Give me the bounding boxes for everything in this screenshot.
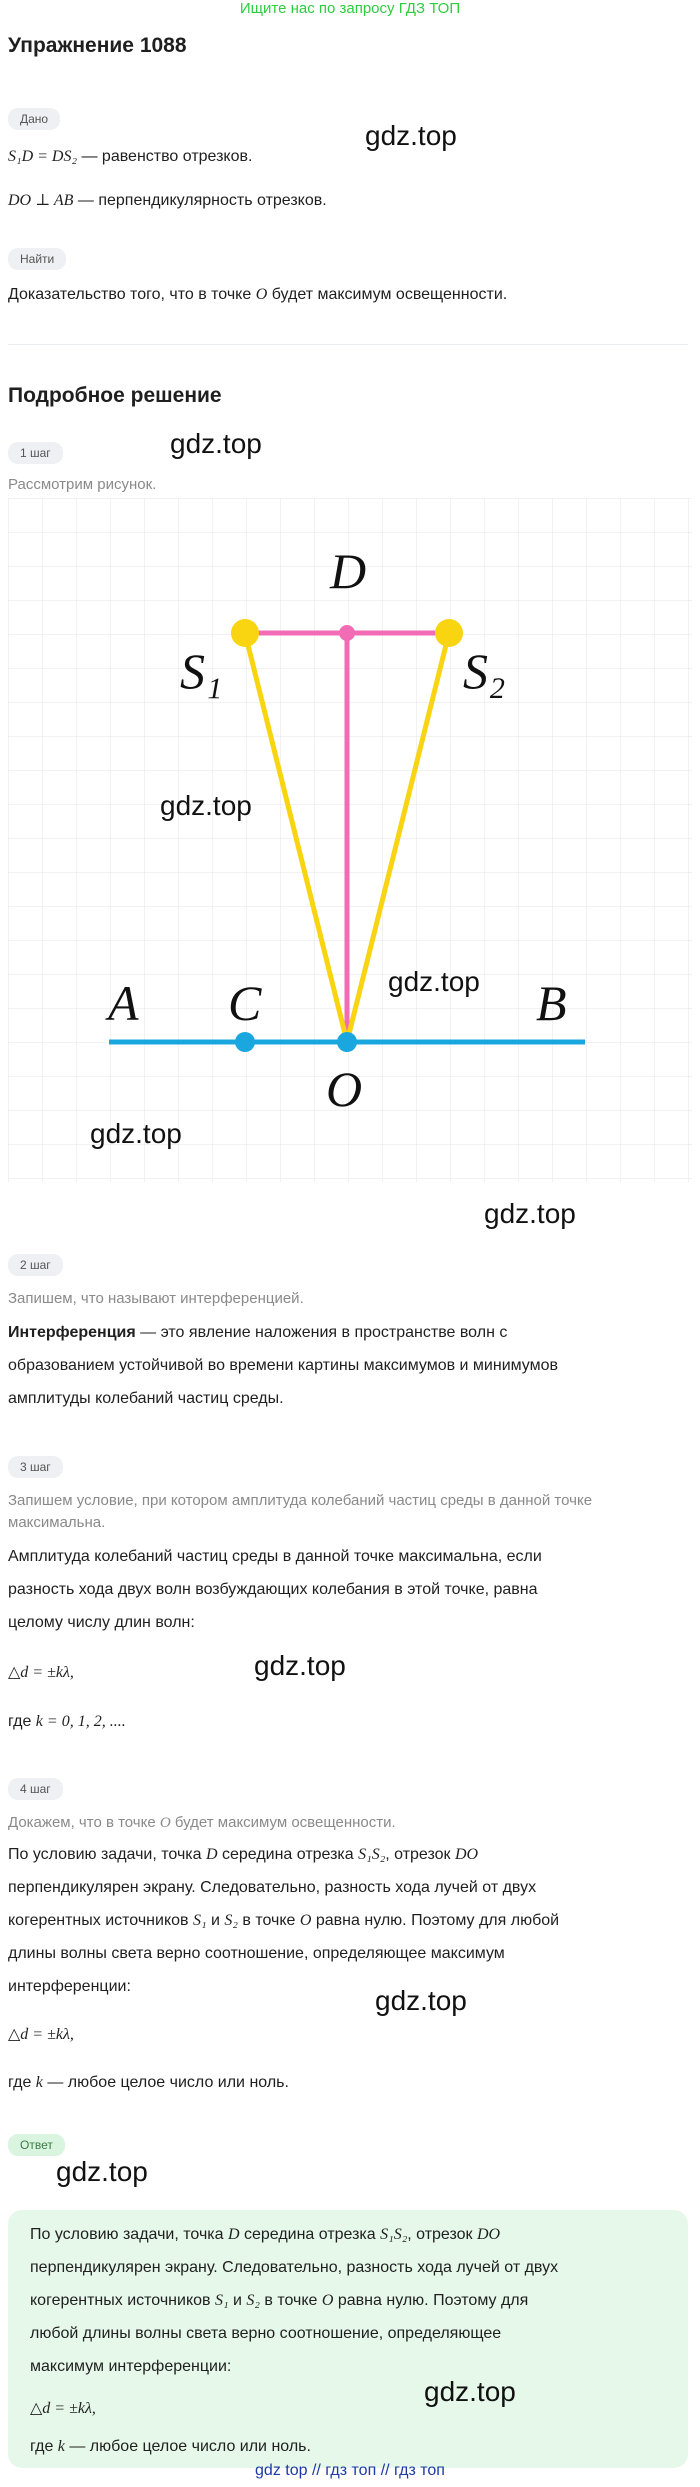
- label-d: D: [330, 543, 367, 599]
- label-o: O: [326, 1061, 363, 1117]
- text: По условию задачи, точка: [30, 2226, 228, 2243]
- step-3-line-1: Амплитуда колебаний частиц среды в данной точке максимальна, если: [8, 1548, 542, 1565]
- step-4-caption-after: будет максимум освещенности.: [170, 1814, 396, 1831]
- point-c: [235, 1032, 255, 1052]
- label-s2: S₂: [463, 643, 506, 699]
- step-2-line-1: [8, 1316, 688, 1349]
- given-line-1: [8, 146, 688, 168]
- answer-where: [30, 2430, 670, 2463]
- point-d: [339, 625, 355, 641]
- text: середина отрезка: [217, 1846, 359, 1863]
- text: где: [30, 2438, 58, 2455]
- step-3-where-label: где: [8, 1713, 36, 1730]
- point-s2: [435, 619, 463, 647]
- step-4-where: [8, 2066, 688, 2099]
- label-s1: S₁: [180, 643, 223, 699]
- math-d: D: [205, 1846, 218, 1863]
- watermark: gdz.top: [170, 428, 262, 459]
- find-text-after: будет максимум освещенности.: [267, 286, 508, 303]
- math-s1: S₁: [192, 1912, 207, 1929]
- answer-box: [8, 2210, 688, 2468]
- text: , отрезок: [385, 1846, 455, 1863]
- watermark: gdz.top: [160, 790, 252, 821]
- top-search-link[interactable]: Ищите нас по запросу ГДЗ ТОП: [239, 0, 461, 17]
- watermark: gdz.top: [365, 120, 457, 151]
- step-3-k-values: k = 0, 1, 2, ....: [35, 1713, 126, 1730]
- answer-formula: △d = ±kλ,: [30, 2400, 96, 2417]
- step-3-label: 3 шаг: [8, 1456, 63, 1478]
- math-s1s2: S₁S₂: [380, 2226, 408, 2243]
- point-s1: [231, 619, 259, 647]
- math-s2: S₂: [246, 2292, 260, 2309]
- given-line-2: [8, 190, 688, 212]
- text: и: [228, 2292, 247, 2309]
- find-line: [8, 284, 688, 306]
- step-1-label: 1 шаг: [8, 442, 63, 464]
- text: когерентных источников: [8, 1912, 193, 1929]
- text: в точке: [259, 2292, 322, 2309]
- step-3-caption-1: Запишем условие, при котором амплитуда колебаний частиц среды в данной точке: [8, 1492, 593, 1509]
- solution-title: Подробное решение: [8, 384, 222, 407]
- label-a: A: [108, 975, 139, 1031]
- math-s1: S₁: [214, 2292, 229, 2309]
- step-4-line-3: [8, 1904, 688, 1937]
- step-3-line-2: разность хода двух волн возбуждающих колебания в этой точке, равна: [8, 1581, 538, 1598]
- text: равна нулю. Поэтому для: [333, 2292, 529, 2309]
- step-4-formula: △d = ±kλ,: [8, 2026, 74, 2043]
- step-3-formula: △d = ±kλ,: [8, 1664, 74, 1681]
- math-o: O: [321, 2292, 334, 2309]
- label-c: C: [228, 975, 262, 1031]
- footer-links[interactable]: gdz top // гдз топ // гдз топ: [255, 2462, 445, 2479]
- figure: [8, 498, 692, 1182]
- watermark: gdz.top: [56, 2156, 148, 2187]
- math-do: DO: [476, 2226, 501, 2243]
- math-do-perp-ab: DO ⊥ AB: [8, 192, 74, 209]
- step-3-caption-2: максимальна.: [8, 1514, 106, 1531]
- math-o: O: [299, 1912, 312, 1929]
- math-s1d-ds2: S₁D = DS₂: [8, 148, 78, 165]
- page-title: Упражнение 1088: [8, 34, 187, 57]
- text: и: [206, 1912, 225, 1929]
- answer-line-4: любой длины волны света верно соотношение, определяющее: [30, 2325, 502, 2342]
- math-d: D: [227, 2226, 240, 2243]
- term-interference: Интерференция: [8, 1324, 136, 1341]
- watermark: gdz.top: [375, 1985, 467, 2016]
- math-k: k: [57, 2438, 65, 2455]
- step-2-caption: Запишем, что называют интерференцией.: [8, 1290, 304, 1307]
- step-2-line-1-rest: — это явление наложения в пространстве волн с: [135, 1324, 508, 1341]
- answer-line-1: [30, 2218, 670, 2251]
- text: где: [8, 2074, 36, 2091]
- math-s1s2: S₁S₂: [358, 1846, 386, 1863]
- watermark: gdz.top: [484, 1198, 576, 1229]
- find-label: Найти: [8, 248, 66, 270]
- given-line-2-text: — перпендикулярность отрезков.: [73, 192, 327, 209]
- text: в точке: [237, 1912, 300, 1929]
- math-do: DO: [454, 1846, 479, 1863]
- text: середина отрезка: [239, 2226, 381, 2243]
- watermark: gdz.top: [254, 1650, 346, 1681]
- text: , отрезок: [407, 2226, 477, 2243]
- given-label: Дано: [8, 108, 60, 130]
- answer-label: Ответ: [8, 2134, 65, 2156]
- text: равна нулю. Поэтому для любой: [311, 1912, 560, 1929]
- step-1-caption: Рассмотрим рисунок.: [8, 476, 157, 493]
- step-3-line-3: целому числу длин волн:: [8, 1614, 195, 1631]
- given-line-1-text: — равенство отрезков.: [77, 148, 253, 165]
- watermark: gdz.top: [90, 1118, 182, 1149]
- step-2-label: 2 шаг: [8, 1254, 63, 1276]
- watermark: gdz.top: [388, 966, 480, 997]
- label-b: B: [536, 975, 567, 1031]
- math-k: k: [35, 2074, 43, 2091]
- step-2-line-3: амплитуды колебаний частиц среды.: [8, 1390, 284, 1407]
- step-4-caption: [8, 1812, 688, 1834]
- watermark: gdz.top: [424, 2376, 516, 2407]
- find-text-before: Доказательство того, что в точке: [8, 286, 256, 303]
- answer-line-5: максимум интерференции:: [30, 2358, 232, 2375]
- answer-line-3: [30, 2284, 670, 2317]
- step-4-label: 4 шаг: [8, 1778, 63, 1800]
- text: — любое целое число или ноль.: [64, 2438, 311, 2455]
- section-divider: [8, 344, 688, 345]
- step-3-where: [8, 1705, 688, 1738]
- point-o: [337, 1032, 357, 1052]
- text: — любое целое число или ноль.: [42, 2074, 289, 2091]
- math-s2: S₂: [224, 1912, 238, 1929]
- step-4-line-4: длины волны света верно соотношение, определяющее максимум: [8, 1945, 505, 1962]
- step-2-line-2: образованием устойчивой во времени картины максимумов и минимумов: [8, 1357, 559, 1374]
- text: когерентных источников: [30, 2292, 215, 2309]
- step-4-line-2: перпендикулярен экрану. Следовательно, разность хода лучей от двух: [8, 1879, 537, 1896]
- step-4-line-5: интерференции:: [8, 1978, 131, 1995]
- step-4-caption-before: Докажем, что в точке: [8, 1814, 160, 1831]
- answer-line-2: перпендикулярен экрану. Следовательно, разность хода лучей от двух: [30, 2259, 559, 2276]
- math-o: O: [255, 286, 268, 303]
- step-4-line-1: [8, 1838, 688, 1871]
- math-o: O: [159, 1815, 171, 1831]
- text: По условию задачи, точка: [8, 1846, 206, 1863]
